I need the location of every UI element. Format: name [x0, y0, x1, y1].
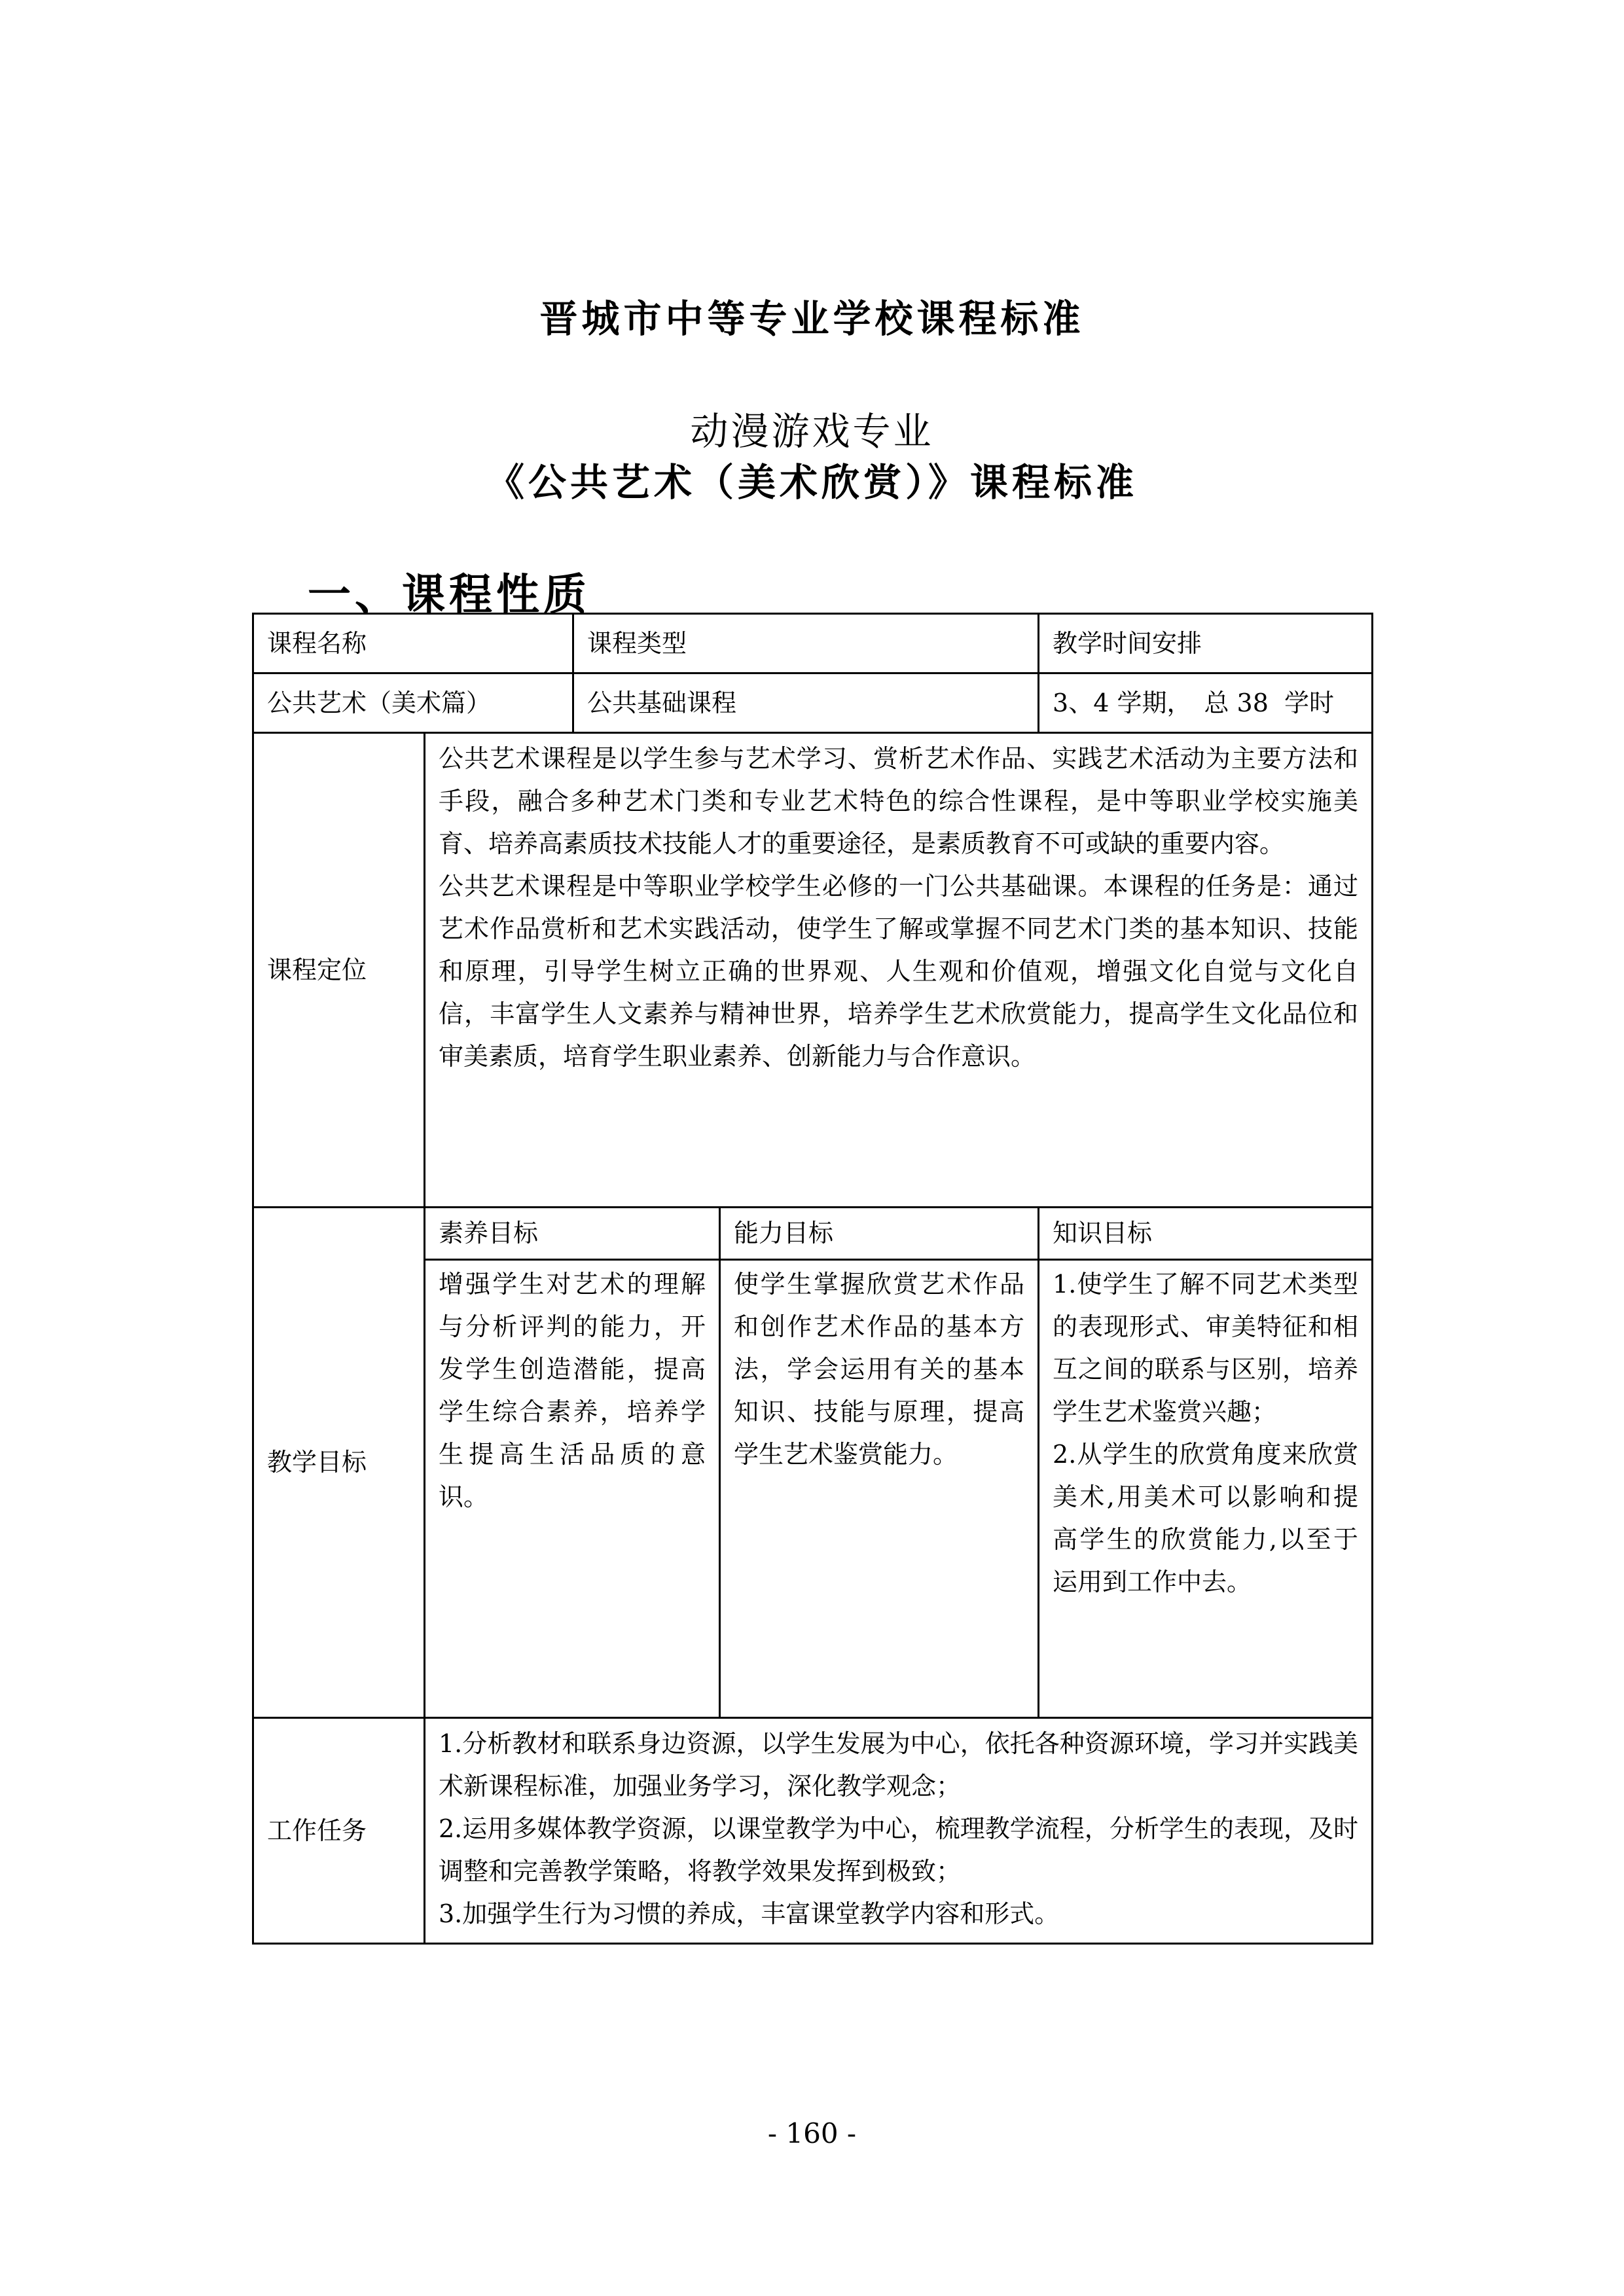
goal-ability-body: 使学生掌握欣赏艺术作品和创作艺术作品的基本方法，学会运用有关的基本知识、技能与原理，提高学生艺术鉴赏能力。	[720, 1260, 1039, 1718]
section-heading: 一、课程性质	[308, 569, 590, 620]
task-item-3: 3.加强学生行为习惯的养成，丰富课堂教学内容和形式。	[439, 1899, 1060, 1928]
course-title: 《公共艺术（美术欣赏）》课程标准	[486, 460, 1138, 505]
goal-knowledge-item-1: 1.使学生了解不同艺术类型的表现形式、审美特征和相互之间的联系与区别，培养学生艺术鉴赏兴趣；	[1053, 1270, 1359, 1426]
schedule-value: 3、4 学期， 总 38 学时	[1039, 673, 1373, 733]
positioning-label: 课程定位	[253, 733, 425, 1208]
goals-label: 教学目标	[253, 1208, 425, 1718]
task-item-1: 1.分析教材和联系身边资源，以学生发展为中心，依托各种资源环境，学习并实践美术新课程标准，加强业务学习，深化教学观念；	[439, 1729, 1359, 1801]
goal-ability-head: 能力目标	[720, 1208, 1039, 1260]
header-schedule: 教学时间安排	[1039, 614, 1373, 673]
goal-literacy-body: 增强学生对艺术的理解与分析评判的能力，开发学生创造潜能，提高学生综合素养，培养学生提高生活品质的意识。	[425, 1260, 720, 1718]
goals-header-row	[253, 1208, 1373, 1260]
positioning-paragraph-1: 公共艺术课程是以学生参与艺术学习、赏析艺术作品、实践艺术活动为主要方法和手段，融合多种艺术门类和专业艺术特色的综合性课程，是中等职业学校实施美育、培养高素质技术技能人才的重要途径，是素质教育不可或缺的重要内容。	[439, 744, 1359, 858]
positioning-content	[425, 733, 1373, 1208]
goal-knowledge-body	[1039, 1260, 1373, 1718]
header-course-name: 课程名称	[253, 614, 573, 673]
header-course-type: 课程类型	[573, 614, 1039, 673]
document-title: 晋城市中等专业学校课程标准	[539, 296, 1085, 341]
course-name-value: 公共艺术（美术篇）	[253, 673, 573, 733]
course-type-value: 公共基础课程	[573, 673, 1039, 733]
tasks-content	[425, 1718, 1373, 1944]
table-info-row	[253, 673, 1373, 733]
task-item-2: 2.运用多媒体教学资源，以课堂教学为中心，梳理教学流程，分析学生的表现，及时调整和完善教学策略，将教学效果发挥到极致；	[439, 1814, 1359, 1886]
page-number: - 160 -	[767, 2117, 857, 2149]
positioning-paragraph-2: 公共艺术课程是中等职业学校学生必修的一门公共基础课。本课程的任务是：通过艺术作品赏析和艺术实践活动，使学生了解或掌握不同艺术门类的基本知识、技能和原理，引导学生树立正确的世界观、人生观和价值观，增强文化自觉与文化自信，丰富学生人文素养与精神世界，培养学生艺术欣赏能力，提高学生文化品位和审美素质，培育学生职业素养、创新能力与合作意识。	[439, 872, 1359, 1071]
positioning-row	[253, 733, 1373, 1208]
goal-literacy-head: 素养目标	[425, 1208, 720, 1260]
tasks-label: 工作任务	[253, 1718, 425, 1944]
major-title: 动漫游戏专业	[690, 409, 934, 454]
goal-knowledge-item-2: 2.从学生的欣赏角度来欣赏美术,用美术可以影响和提高学生的欣赏能力,以至于运用到工作中去。	[1053, 1440, 1359, 1596]
goal-knowledge-head: 知识目标	[1039, 1208, 1373, 1260]
table-header-row	[253, 614, 1373, 673]
course-nature-table	[252, 613, 1373, 1945]
tasks-row	[253, 1718, 1373, 1944]
